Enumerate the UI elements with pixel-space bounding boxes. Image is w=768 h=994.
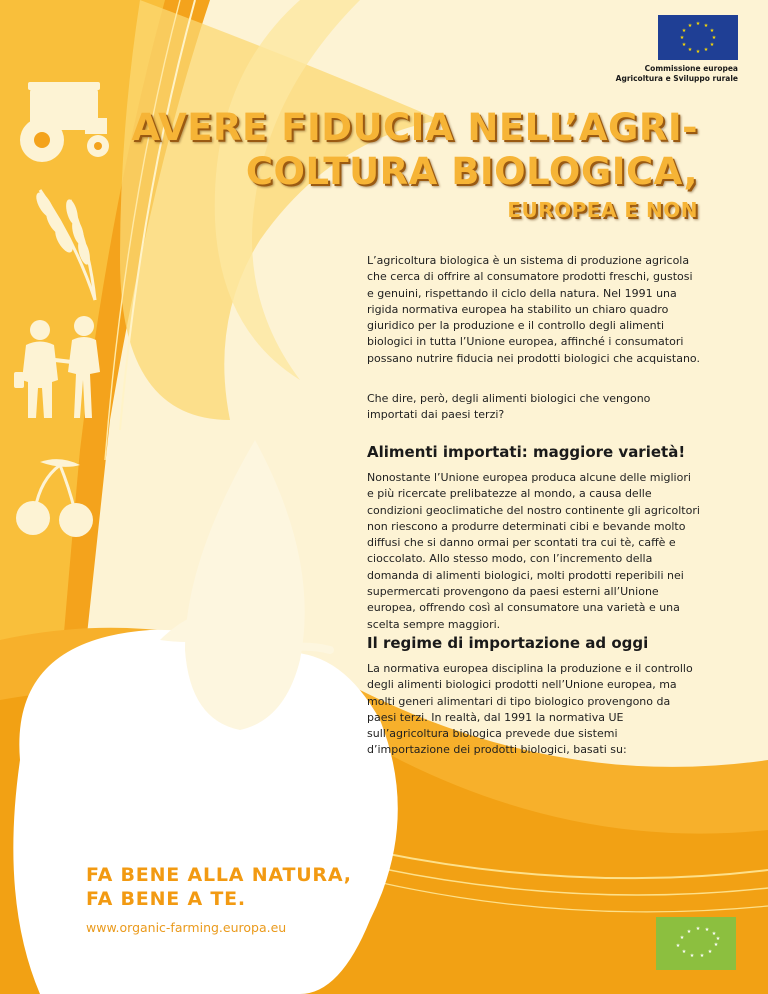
svg-text:★: ★ bbox=[699, 953, 705, 959]
title-line-1: AVERE FIDUCIA NELL’AGRI- bbox=[131, 106, 698, 149]
svg-text:★: ★ bbox=[675, 943, 681, 949]
svg-text:★: ★ bbox=[703, 47, 709, 53]
svg-text:★: ★ bbox=[686, 929, 692, 935]
title-line-2: COLTURA BIOLOGICA, bbox=[245, 150, 698, 193]
svg-text:★: ★ bbox=[681, 28, 687, 34]
svg-text:★: ★ bbox=[679, 35, 685, 41]
svg-text:★: ★ bbox=[695, 926, 701, 932]
svg-text:★: ★ bbox=[713, 942, 719, 948]
department-name: Agricoltura e Sviluppo rurale bbox=[615, 74, 738, 83]
svg-text:★: ★ bbox=[711, 35, 717, 41]
svg-text:★: ★ bbox=[709, 28, 715, 34]
svg-text:★: ★ bbox=[679, 935, 685, 941]
regime-paragraph: La normativa europea disciplina la produzione e il controllo degli alimenti biologici prodotti nell’Unione europea, ma molti generi alimentari di tipo biologico provengono da paesi terzi. In realtà, dal 1991 la normativa UE sull’agricoltura biologica prevede due sistemi d’importazione dei prodotti biologici, basati su: bbox=[367, 662, 693, 757]
intro-paragraph: L’agricoltura biologica è un sistema di produzione agricola che cerca di offrire al consumatore prodotti freschi, gustosi e genuini, rispettando il ciclo della natura. Nel 1991 una rigida normativa europea ha stabilito un chiaro quadro giuridico per la produzione e il controllo degli alimenti biologici in tutta l’Unione europea, affinché i consumatori possano nutrire fiducia nei prodotti biologici che acquistano. bbox=[367, 254, 700, 365]
commission-name: Commissione europea bbox=[644, 64, 738, 73]
svg-text:★: ★ bbox=[689, 953, 695, 959]
svg-text:★: ★ bbox=[707, 949, 713, 955]
question-paragraph: Che dire, però, degli alimenti biologici che vengono importati dai paesi terzi? bbox=[367, 392, 651, 422]
section-heading-imports: Alimenti importati: maggiore varietà! bbox=[367, 443, 686, 461]
svg-text:★: ★ bbox=[703, 23, 709, 29]
svg-text:★: ★ bbox=[681, 42, 687, 48]
title-line-3: EUROPEA E NON bbox=[507, 198, 698, 222]
svg-text:★: ★ bbox=[695, 21, 701, 27]
svg-text:★: ★ bbox=[695, 49, 701, 55]
svg-text:★: ★ bbox=[704, 927, 710, 933]
website-link[interactable]: www.organic-farming.europa.eu bbox=[86, 920, 287, 935]
eu-flag-icon bbox=[658, 15, 738, 60]
svg-text:★: ★ bbox=[711, 931, 717, 937]
eu-organic-leaf-icon bbox=[656, 917, 736, 970]
slogan-line-2: FA BENE A TE. bbox=[86, 888, 246, 910]
svg-text:★: ★ bbox=[715, 936, 721, 942]
imports-paragraph: Nonostante l’Unione europea produca alcune delle migliori e più ricercate prelibatezze al mondo, a causa delle condizioni geoclimatiche del nostro continente gli agricoltori non riescono a produrre determinati cibi e bevande molto diffusi che si danno ormai per scontati tra cui tè, caffè e cioccolato. Allo stesso modo, con l’incremento della domanda di alimenti biologici, molti prodotti reperibili nei supermercati provengono da paesi esterni all’Unione europea, offrendo così al consumatore una varietà e una scelta sempre maggiori. bbox=[367, 471, 700, 631]
section-heading-regime: Il regime di importazione ad oggi bbox=[367, 634, 649, 652]
svg-text:★: ★ bbox=[709, 42, 715, 48]
slogan-line-1: FA BENE ALLA NATURA, bbox=[86, 864, 352, 886]
svg-text:★: ★ bbox=[687, 23, 693, 29]
svg-text:★: ★ bbox=[681, 949, 687, 955]
svg-text:★: ★ bbox=[687, 47, 693, 53]
